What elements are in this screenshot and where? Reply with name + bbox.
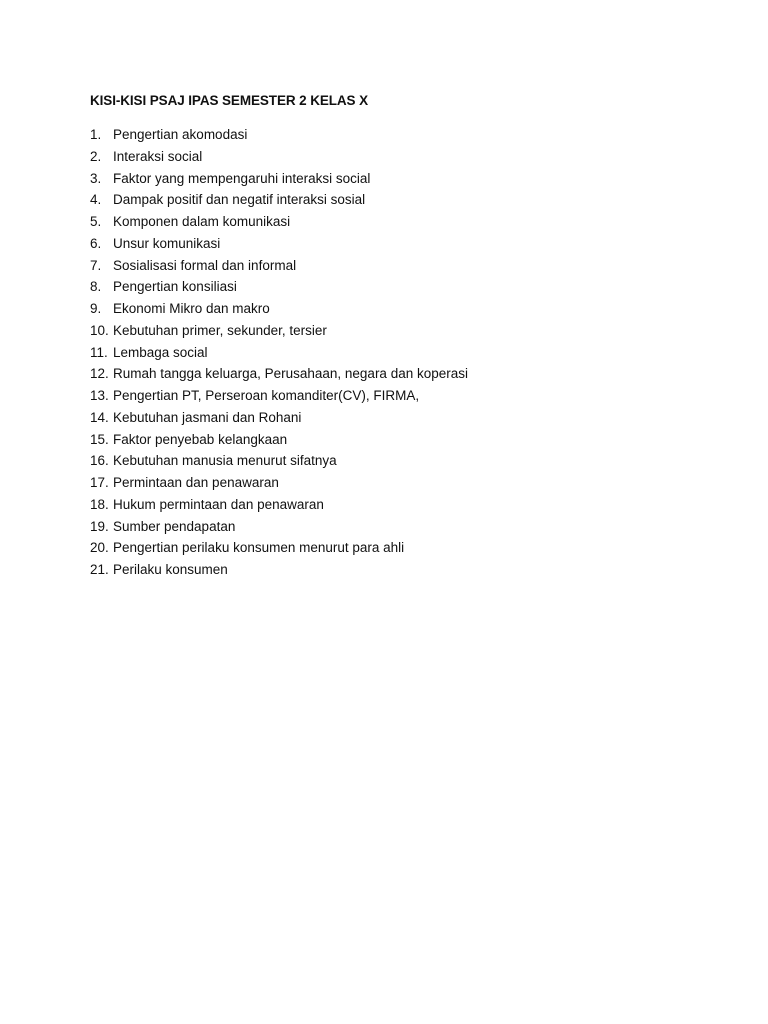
list-item-text: Ekonomi Mikro dan makro [113, 301, 270, 316]
list-item-number: 1. [90, 127, 102, 142]
list-item-text: Dampak positif dan negatif interaksi sosial [113, 192, 366, 208]
list-item-text: Pengertian akomodasi [113, 127, 248, 142]
list-item-number: 18. [90, 496, 109, 512]
list-item [90, 276, 468, 298]
list-item [90, 342, 468, 364]
list-item-number: 4. [90, 192, 102, 208]
list-item [90, 516, 468, 538]
list-item-text: Rumah tangga keluarga, Perusahaan, negara dan koperasi [113, 366, 468, 382]
list-item-text: Pengertian perilaku konsumen menurut para ahli [113, 540, 405, 556]
list-item-number: 2. [90, 148, 102, 164]
list-item-number: 16. [90, 453, 109, 469]
list-item [90, 189, 468, 211]
list-item [90, 211, 468, 233]
list-item-number: 21. [90, 562, 109, 577]
list-item-text: Pengertian PT, Perseroan komanditer(CV), FIRMA, [113, 388, 420, 403]
list-item-number: 20. [90, 540, 109, 556]
list-item [90, 385, 468, 407]
document-title: KISI-KISI PSAJ IPAS SEMESTER 2 KELAS X [90, 93, 369, 108]
list-item [90, 559, 468, 581]
list-item-number: 11. [90, 344, 108, 360]
list-item [90, 494, 468, 516]
list-item-text: Permintaan dan penawaran [113, 475, 279, 490]
list-item-number: 17. [90, 475, 109, 490]
list-item-number: 14. [90, 409, 109, 425]
list-item-text: Kebutuhan primer, sekunder, tersier [113, 322, 327, 338]
list-item-text: Hukum permintaan dan penawaran [113, 496, 324, 512]
topic-list [90, 124, 468, 581]
list-item-text: Sosialisasi formal dan informal [113, 257, 297, 273]
list-item-text: Kebutuhan manusia menurut sifatnya [113, 453, 337, 469]
list-item [90, 146, 468, 168]
list-item-number: 9. [90, 301, 102, 316]
list-item-number: 10. [90, 322, 109, 338]
list-item [90, 320, 468, 342]
list-item [90, 537, 468, 559]
list-item [90, 407, 468, 429]
list-item [90, 450, 468, 472]
list-item-text: Unsur komunikasi [113, 235, 221, 251]
list-item-text: Pengertian konsiliasi [113, 279, 237, 295]
list-item [90, 168, 468, 190]
list-item-number: 13. [90, 388, 109, 403]
list-item-text: Kebutuhan jasmani dan Rohani [113, 409, 302, 425]
list-item-number: 15. [90, 431, 109, 447]
list-item-number: 7. [90, 257, 102, 273]
list-item-text: Komponen dalam komunikasi [113, 214, 291, 229]
list-item [90, 124, 468, 146]
list-item-number: 19. [90, 518, 109, 534]
list-item-number: 5. [90, 214, 102, 229]
list-item-text: Interaksi social [113, 148, 203, 164]
list-item [90, 429, 468, 451]
list-item [90, 472, 468, 494]
list-item-text: Perilaku konsumen [113, 562, 228, 577]
list-item-number: 8. [90, 279, 102, 295]
list-item-text: Faktor penyebab kelangkaan [113, 431, 288, 447]
list-item-number: 3. [90, 170, 102, 186]
list-item-text: Faktor yang mempengaruhi interaksi social [113, 170, 371, 186]
list-item [90, 363, 468, 385]
list-item-text: Lembaga social [113, 344, 208, 360]
list-item-number: 6. [90, 235, 102, 251]
list-item-text: Sumber pendapatan [113, 518, 236, 534]
list-item [90, 298, 468, 320]
list-item [90, 233, 468, 255]
list-item [90, 255, 468, 277]
list-item-number: 12. [90, 366, 109, 382]
